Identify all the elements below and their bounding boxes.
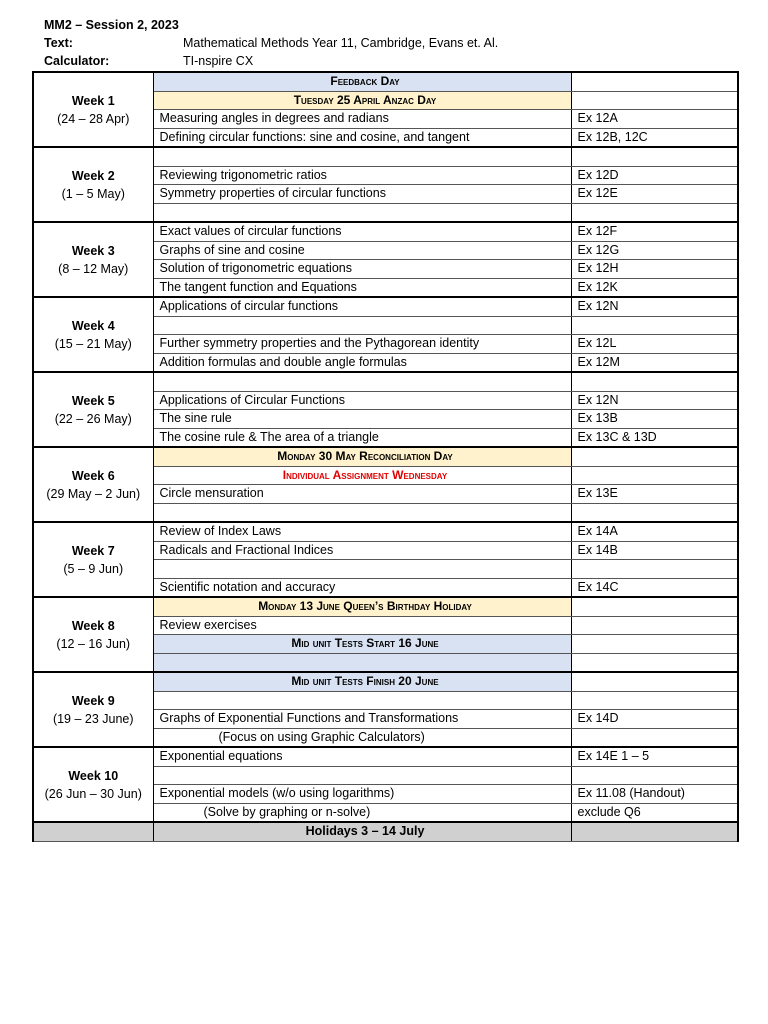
exercise-cell <box>571 728 738 747</box>
exercise-cell: Ex 12F <box>571 222 738 241</box>
exercise-cell: Ex 12D <box>571 166 738 185</box>
week-dates: (26 Jun – 30 Jun) <box>44 786 142 801</box>
topic-cell: Further symmetry properties and the Pythagorean identity <box>153 335 571 354</box>
topic-cell <box>153 503 571 522</box>
exercise-cell: Ex 14E 1 – 5 <box>571 747 738 766</box>
topic-cell <box>153 653 571 672</box>
topic-cell: Defining circular functions: sine and cosine, and tangent <box>153 128 571 147</box>
exercise-cell <box>571 503 738 522</box>
topic-cell <box>153 766 571 785</box>
holidays-blank-cell <box>571 822 738 841</box>
text-label: Text: <box>44 36 73 50</box>
exercise-cell <box>571 597 738 616</box>
exercise-cell <box>571 147 738 166</box>
topic-cell <box>153 203 571 222</box>
topic-cell: Exact values of circular functions <box>153 222 571 241</box>
exercise-cell: exclude Q6 <box>571 803 738 822</box>
text-value: Mathematical Methods Year 11, Cambridge, Evans et. Al. <box>183 36 499 50</box>
week-cell <box>33 672 153 747</box>
topic-cell: Graphs of sine and cosine <box>153 241 571 260</box>
exercise-cell <box>571 316 738 335</box>
exercise-cell: Ex 12K <box>571 278 738 297</box>
topic-cell <box>153 372 571 391</box>
week-name: Week 2 <box>71 168 115 183</box>
topic-cell: (Solve by graphing or n-solve) <box>153 803 571 822</box>
exercise-cell <box>571 653 738 672</box>
topic-cell: Applications of Circular Functions <box>153 391 571 410</box>
exercise-cell: Ex 12G <box>571 241 738 260</box>
week-dates: (22 – 26 May) <box>54 411 132 426</box>
calculator-label: Calculator: <box>44 54 110 68</box>
topic-cell: Circle mensuration <box>153 485 571 504</box>
topic-cell <box>153 147 571 166</box>
week-name: Week 6 <box>71 468 115 483</box>
topic-cell: The tangent function and Equations <box>153 278 571 297</box>
week-cell <box>33 147 153 222</box>
table-row <box>33 222 738 241</box>
schedule-table <box>32 71 739 842</box>
exercise-cell <box>571 635 738 654</box>
topic-cell: Solution of trigonometric equations <box>153 260 571 279</box>
table-row <box>33 72 738 91</box>
topic-cell: Reviewing trigonometric ratios <box>153 166 571 185</box>
week-dates: (24 – 28 Apr) <box>57 111 130 126</box>
topic-cell: Feedback Day <box>153 72 571 91</box>
week-cell <box>33 747 153 822</box>
exercise-cell: Ex 13E <box>571 485 738 504</box>
week-cell <box>33 297 153 372</box>
week-cell <box>33 522 153 597</box>
topic-cell: Monday 13 June Queen’s Birthday Holiday <box>153 597 571 616</box>
topic-cell: Graphs of Exponential Functions and Transformations <box>153 710 571 729</box>
exercise-cell: Ex 12M <box>571 353 738 372</box>
topic-cell: The cosine rule & The area of a triangle <box>153 428 571 447</box>
topic-cell: (Focus on using Graphic Calculators) <box>153 728 571 747</box>
table-row <box>33 297 738 316</box>
week-dates: (19 – 23 June) <box>52 711 134 726</box>
exercise-cell: Ex 12L <box>571 335 738 354</box>
week-cell <box>33 222 153 297</box>
exercise-cell <box>571 691 738 710</box>
week-cell <box>33 447 153 522</box>
holidays-row <box>33 822 738 841</box>
exercise-cell <box>571 616 738 635</box>
topic-cell: Addition formulas and double angle formulas <box>153 353 571 372</box>
table-row <box>33 372 738 391</box>
exercise-cell: Ex 14D <box>571 710 738 729</box>
week-dates: (8 – 12 May) <box>58 261 129 276</box>
exercise-cell: Ex 12N <box>571 391 738 410</box>
holidays-label: Holidays 3 – 14 July <box>153 822 571 841</box>
table-row <box>33 597 738 616</box>
topic-cell: Tuesday 25 April Anzac Day <box>153 91 571 110</box>
topic-cell: Monday 30 May Reconciliation Day <box>153 447 571 466</box>
week-name: Week 4 <box>71 318 115 333</box>
topic-cell: Applications of circular functions <box>153 297 571 316</box>
week-name: Week 5 <box>71 393 115 408</box>
week-cell <box>33 72 153 147</box>
week-dates: (12 – 16 Jun) <box>56 636 131 651</box>
holidays-blank-cell <box>33 822 153 841</box>
week-name: Week 9 <box>71 693 115 708</box>
exercise-cell: Ex 12N <box>571 297 738 316</box>
table-row <box>33 447 738 466</box>
exercise-cell <box>571 72 738 91</box>
topic-cell: Individual Assignment Wednesday <box>153 466 571 485</box>
table-row <box>33 747 738 766</box>
exercise-cell <box>571 372 738 391</box>
topic-cell: Review exercises <box>153 616 571 635</box>
week-name: Week 1 <box>71 93 115 108</box>
week-name: Week 8 <box>71 618 115 633</box>
document-header <box>44 16 498 70</box>
exercise-cell <box>571 203 738 222</box>
topic-cell: Mid unit Tests Start 16 June <box>153 635 571 654</box>
topic-cell <box>153 316 571 335</box>
session-title: MM2 – Session 2, 2023 <box>44 18 179 32</box>
topic-cell: Radicals and Fractional Indices <box>153 541 571 560</box>
topic-cell <box>153 560 571 579</box>
table-row <box>33 672 738 691</box>
topic-cell: The sine rule <box>153 410 571 429</box>
exercise-cell: Ex 13C & 13D <box>571 428 738 447</box>
exercise-cell <box>571 766 738 785</box>
exercise-cell: Ex 14B <box>571 541 738 560</box>
exercise-cell: Ex 12E <box>571 185 738 204</box>
exercise-cell: Ex 14A <box>571 522 738 541</box>
topic-cell <box>153 691 571 710</box>
topic-cell: Symmetry properties of circular functions <box>153 185 571 204</box>
exercise-cell <box>571 91 738 110</box>
week-name: Week 7 <box>71 543 115 558</box>
week-cell <box>33 372 153 447</box>
exercise-cell <box>571 560 738 579</box>
exercise-cell <box>571 447 738 466</box>
exercise-cell: Ex 11.08 (Handout) <box>571 785 738 804</box>
topic-cell: Measuring angles in degrees and radians <box>153 110 571 129</box>
topic-cell: Scientific notation and accuracy <box>153 578 571 597</box>
table-row <box>33 522 738 541</box>
week-cell <box>33 597 153 672</box>
exercise-cell: Ex 13B <box>571 410 738 429</box>
week-dates: (29 May – 2 Jun) <box>46 486 141 501</box>
week-name: Week 10 <box>68 768 119 783</box>
topic-cell: Review of Index Laws <box>153 522 571 541</box>
exercise-cell: Ex 12H <box>571 260 738 279</box>
exercise-cell <box>571 672 738 691</box>
topic-cell: Mid unit Tests Finish 20 June <box>153 672 571 691</box>
calculator-value: TI-nspire CX <box>183 54 254 68</box>
exercise-cell: Ex 14C <box>571 578 738 597</box>
exercise-cell: Ex 12B, 12C <box>571 128 738 147</box>
week-dates: (15 – 21 May) <box>54 336 132 351</box>
week-dates: (5 – 9 Jun) <box>63 561 124 576</box>
topic-cell: Exponential models (w/o using logarithms) <box>153 785 571 804</box>
exercise-cell <box>571 466 738 485</box>
exercise-cell: Ex 12A <box>571 110 738 129</box>
topic-cell: Exponential equations <box>153 747 571 766</box>
week-dates: (1 – 5 May) <box>61 186 125 201</box>
week-name: Week 3 <box>71 243 115 258</box>
table-row <box>33 147 738 166</box>
